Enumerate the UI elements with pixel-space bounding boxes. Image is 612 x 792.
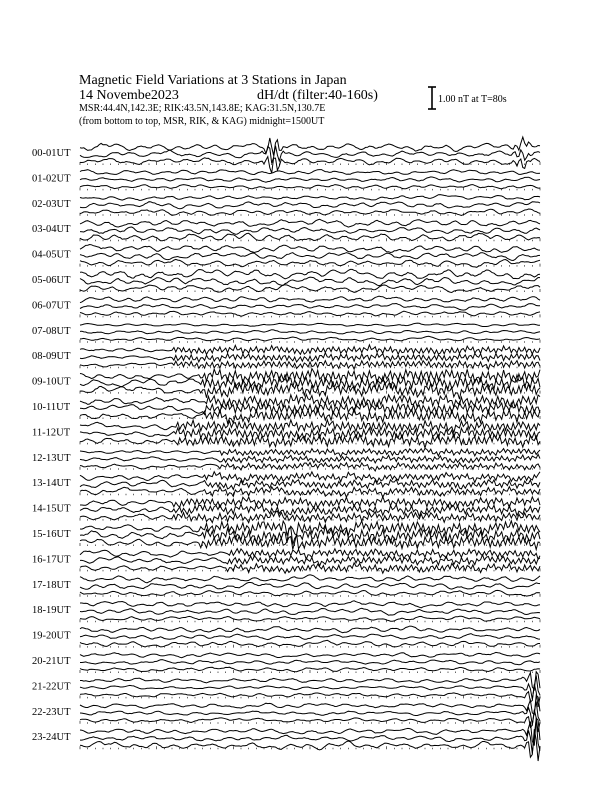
- trace-rik-hour-5: [80, 277, 540, 286]
- trace-rik-hour-17: [80, 583, 540, 590]
- hour-label: 21-22UT: [32, 681, 71, 693]
- hour-label: 17-18UT: [32, 579, 71, 591]
- trace-kag-hour-20: [80, 652, 540, 657]
- hour-label: 10-11UT: [32, 402, 71, 413]
- trace-msr-hour-10: [80, 408, 540, 423]
- hour-label: 14-15UT: [32, 503, 71, 515]
- hour-label: 13-14UT: [32, 478, 71, 490]
- minute-ticks: [80, 238, 540, 241]
- hour-label: 18-19UT: [32, 605, 71, 617]
- trace-kag-hour-17: [80, 575, 540, 583]
- trace-kag-hour-1: [80, 170, 540, 175]
- station-order-note: (from bottom to top, MSR, RIK, & KAG) midnight=1500UT: [79, 116, 325, 127]
- trace-kag-hour-19: [80, 626, 540, 633]
- trace-rik-hour-18: [80, 608, 540, 615]
- trace-rik-hour-20: [80, 660, 540, 665]
- minute-ticks: [80, 340, 540, 343]
- hour-label: 01-02UT: [32, 173, 71, 185]
- trace-rik-hour-16: [80, 555, 540, 566]
- trace-kag-hour-2: [80, 195, 540, 201]
- trace-kag-hour-7: [80, 323, 540, 326]
- hour-label: 16-17UT: [32, 554, 71, 566]
- trace-kag-hour-3: [80, 219, 540, 227]
- trace-rik-hour-2: [80, 202, 540, 209]
- minute-ticks: [80, 645, 540, 648]
- minute-ticks: [80, 416, 540, 419]
- hour-label: 02-03UT: [32, 198, 71, 210]
- trace-msr-hour-23: [80, 729, 540, 761]
- trace-kag-hour-13: [80, 472, 540, 483]
- minute-ticks: [80, 213, 540, 216]
- trace-msr-hour-13: [80, 487, 540, 498]
- trace-rik-hour-19: [80, 634, 540, 640]
- hour-label: 03-04UT: [32, 224, 71, 236]
- trace-msr-hour-16: [80, 563, 540, 574]
- trace-rik-hour-1: [80, 177, 540, 182]
- trace-kag-hour-8: [80, 345, 540, 355]
- minute-ticks: [80, 187, 540, 190]
- trace-msr-hour-9: [80, 381, 540, 399]
- minute-ticks: [80, 391, 540, 394]
- chart-quantity: dH/dt (filter:40-160s): [257, 88, 378, 103]
- hour-label: 05-06UT: [32, 275, 71, 286]
- trace-rik-hour-11: [80, 428, 540, 441]
- minute-ticks: [80, 441, 540, 444]
- hour-label: 23-24UT: [32, 732, 71, 744]
- trace-kag-hour-4: [80, 245, 540, 253]
- trace-msr-hour-15: [80, 534, 540, 550]
- minute-ticks: [80, 289, 540, 292]
- trace-rik-hour-14: [80, 504, 540, 516]
- chart-title: Magnetic Field Variations at 3 Stations in Japan: [79, 73, 347, 88]
- hour-label: 19-20UT: [32, 630, 71, 642]
- hour-label: 12-13UT: [32, 452, 71, 464]
- trace-kag-hour-21: [80, 672, 540, 690]
- trace-kag-hour-16: [80, 549, 540, 560]
- minute-ticks: [80, 264, 540, 267]
- trace-kag-hour-12: [80, 448, 540, 457]
- hour-label: 06-07UT: [32, 300, 71, 312]
- trace-rik-hour-3: [80, 227, 540, 234]
- chart-date: 14 Novembe2023: [79, 88, 179, 103]
- hour-label: 11-12UT: [32, 427, 71, 439]
- hour-label: 08-09UT: [32, 351, 71, 363]
- hour-label: 04-05UT: [32, 249, 71, 261]
- trace-rik-hour-7: [80, 330, 540, 334]
- minute-ticks: [80, 543, 540, 546]
- trace-rik-hour-4: [80, 253, 540, 261]
- station-coordinates: MSR:44.4N,142.3E; RIK:43.5N,143.8E; KAG:31.5N,130.7E: [79, 103, 326, 114]
- hour-label: 22-23UT: [32, 706, 71, 718]
- trace-kag-hour-18: [80, 601, 540, 608]
- hour-label: 15-16UT: [32, 529, 71, 540]
- hour-label: 00-01UT: [32, 148, 71, 159]
- trace-rik-hour-10: [80, 402, 540, 415]
- hour-label: 09-10UT: [32, 376, 71, 388]
- hour-label: 07-08UT: [32, 325, 71, 337]
- trace-kag-hour-6: [80, 296, 540, 303]
- scale-bar-label: 1.00 nT at T=80s: [438, 94, 507, 105]
- trace-rik-hour-6: [80, 304, 540, 311]
- minute-ticks: [80, 619, 540, 622]
- trace-rik-hour-13: [80, 480, 540, 490]
- trace-rik-hour-15: [80, 526, 540, 544]
- hour-label: 20-21UT: [32, 656, 71, 667]
- trace-kag-hour-14: [80, 497, 540, 509]
